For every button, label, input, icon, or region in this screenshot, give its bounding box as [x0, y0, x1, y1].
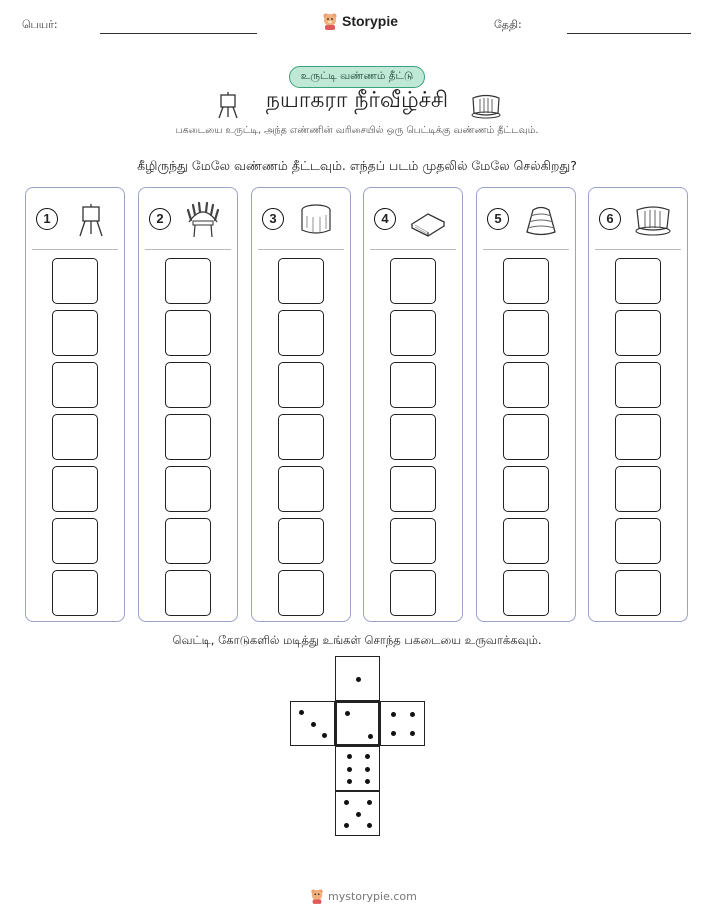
die-pip: [356, 677, 361, 682]
die-pip: [391, 712, 396, 717]
column-number: 1: [36, 208, 58, 230]
name-label: பெயர்:: [22, 18, 58, 31]
column-5: [476, 187, 576, 622]
color-box[interactable]: [390, 362, 436, 408]
footer: [310, 888, 417, 904]
color-box[interactable]: [165, 414, 211, 460]
book-icon: [408, 202, 448, 238]
die-pip: [365, 767, 370, 772]
column-number: 4: [374, 208, 396, 230]
die-pip: [347, 767, 352, 772]
page-title: நயாகரா நீர்வீழ்ச்சி: [265, 88, 449, 113]
column-number: 5: [487, 208, 509, 230]
color-box[interactable]: [503, 466, 549, 512]
die-pip: [311, 722, 316, 727]
die-pip: [391, 731, 396, 736]
column-number: 6: [599, 208, 621, 230]
color-box[interactable]: [615, 362, 661, 408]
headdress-icon: [183, 202, 223, 238]
die-face-5: [335, 791, 380, 836]
color-box[interactable]: [615, 466, 661, 512]
date-label: தேதி:: [494, 18, 522, 31]
cut-instruction: வெட்டி, கோடுகளில் மடித்து உங்கள் சொந்த பகடையை உருவாக்கவும்.: [172, 633, 542, 647]
die-pip: [344, 823, 349, 828]
die-pip: [356, 812, 361, 817]
die-pip: [365, 779, 370, 784]
name-line: [100, 33, 257, 34]
coloring-instruction: கீழிருந்து மேலே வண்ணம் தீட்டவும். எந்தப் படம் முதலில் மேலே செல்கிறது?: [137, 158, 577, 173]
color-box[interactable]: [503, 518, 549, 564]
easel-icon: [70, 202, 110, 238]
color-box[interactable]: [278, 258, 324, 304]
color-box[interactable]: [615, 414, 661, 460]
color-box[interactable]: [278, 466, 324, 512]
color-box[interactable]: [615, 310, 661, 356]
color-box[interactable]: [278, 362, 324, 408]
column-number: 2: [149, 208, 171, 230]
waterfall-icon: [633, 202, 673, 238]
color-box[interactable]: [165, 518, 211, 564]
color-box[interactable]: [278, 570, 324, 616]
column-divider: [32, 249, 118, 250]
date-line: [567, 33, 691, 34]
die-pip: [410, 712, 415, 717]
column-divider: [483, 249, 569, 250]
column-2: [138, 187, 238, 622]
die-pip: [367, 800, 372, 805]
color-box[interactable]: [503, 310, 549, 356]
color-box[interactable]: [52, 258, 98, 304]
column-number: 3: [262, 208, 284, 230]
color-box[interactable]: [390, 570, 436, 616]
color-box[interactable]: [52, 518, 98, 564]
color-box[interactable]: [615, 570, 661, 616]
color-box[interactable]: [390, 414, 436, 460]
color-box[interactable]: [165, 466, 211, 512]
die-pip: [299, 710, 304, 715]
color-box[interactable]: [52, 310, 98, 356]
footer-url: mystorypie.com: [328, 889, 417, 903]
color-box[interactable]: [278, 414, 324, 460]
color-box[interactable]: [390, 258, 436, 304]
color-box[interactable]: [52, 570, 98, 616]
die-pip: [347, 754, 352, 759]
waterfall-icon: [470, 93, 502, 123]
color-box[interactable]: [165, 258, 211, 304]
color-box[interactable]: [165, 570, 211, 616]
die-face-4: [380, 701, 425, 746]
column-3: [251, 187, 351, 622]
column-divider: [595, 249, 681, 250]
die-pip: [365, 754, 370, 759]
rock-pile-icon: [521, 202, 561, 238]
die-face-6: [335, 746, 380, 791]
die-pip: [347, 779, 352, 784]
color-box[interactable]: [390, 466, 436, 512]
color-box[interactable]: [52, 466, 98, 512]
color-box[interactable]: [165, 310, 211, 356]
die-pip: [345, 711, 350, 716]
column-1: [25, 187, 125, 622]
brand-name: Storypie: [342, 13, 399, 29]
column-divider: [145, 249, 231, 250]
die-net: [290, 656, 425, 836]
color-box[interactable]: [503, 414, 549, 460]
page-subtitle: பகடையை உருட்டி, அந்த எண்ணின் வரிசையில் ஒரு பெட்டிக்கு வண்ணம் தீட்டவும்.: [175, 125, 539, 136]
color-box[interactable]: [278, 518, 324, 564]
die-pip: [368, 734, 373, 739]
column-4: [363, 187, 463, 622]
bear-icon: [322, 12, 338, 30]
activity-badge: உருட்டி வண்ணம் தீட்டு: [289, 66, 425, 88]
color-box[interactable]: [615, 258, 661, 304]
color-box[interactable]: [52, 414, 98, 460]
die-pip: [322, 733, 327, 738]
color-box[interactable]: [503, 570, 549, 616]
color-box[interactable]: [165, 362, 211, 408]
column-divider: [258, 249, 344, 250]
column-6: [588, 187, 688, 622]
die-pip: [367, 823, 372, 828]
color-box[interactable]: [278, 310, 324, 356]
die-pip: [344, 800, 349, 805]
color-box[interactable]: [615, 518, 661, 564]
color-box[interactable]: [390, 310, 436, 356]
die-face-1: [335, 656, 380, 701]
brand-logo: [322, 12, 398, 30]
color-box[interactable]: [503, 258, 549, 304]
bear-icon: [310, 888, 324, 904]
die-pip: [410, 731, 415, 736]
color-box[interactable]: [52, 362, 98, 408]
column-divider: [370, 249, 456, 250]
die-face-3: [290, 701, 335, 746]
color-box[interactable]: [503, 362, 549, 408]
color-box[interactable]: [390, 518, 436, 564]
stump-icon: [296, 202, 336, 238]
die-face-2: [335, 701, 380, 746]
